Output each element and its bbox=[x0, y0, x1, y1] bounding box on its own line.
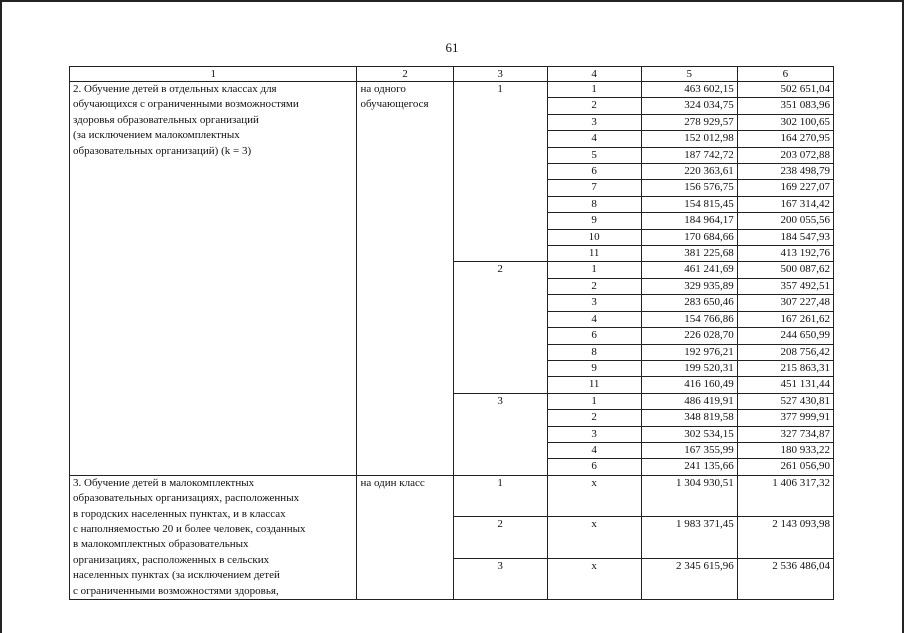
value-col5-cell: 152 012,98 bbox=[641, 131, 737, 147]
value-col6-cell: 413 192,76 bbox=[737, 246, 833, 262]
value-col6-cell: 167 314,42 bbox=[737, 196, 833, 212]
group-number-cell: 3 bbox=[453, 558, 547, 599]
header-cell: 6 bbox=[737, 67, 833, 82]
value-col6-cell: 180 933,22 bbox=[737, 442, 833, 458]
header-cell: 1 bbox=[70, 67, 357, 82]
class-number-cell: 5 bbox=[547, 147, 641, 163]
class-number-cell: 11 bbox=[547, 377, 641, 393]
class-number-cell: х bbox=[547, 558, 641, 599]
class-number-cell: 10 bbox=[547, 229, 641, 245]
value-col6-cell: 527 430,81 bbox=[737, 393, 833, 409]
class-number-cell: 9 bbox=[547, 360, 641, 376]
value-col6-cell: 261 056,90 bbox=[737, 459, 833, 475]
value-col6-cell: 357 492,51 bbox=[737, 278, 833, 294]
value-col5-cell: 1 304 930,51 bbox=[641, 475, 737, 516]
value-col6-cell: 215 863,31 bbox=[737, 360, 833, 376]
value-col6-cell: 377 999,91 bbox=[737, 410, 833, 426]
class-number-cell: 2 bbox=[547, 410, 641, 426]
value-col5-cell: 192 976,21 bbox=[641, 344, 737, 360]
table-row bbox=[70, 475, 834, 516]
value-col5-cell: 416 160,49 bbox=[641, 377, 737, 393]
value-col5-cell: 348 819,58 bbox=[641, 410, 737, 426]
class-number-cell: 1 bbox=[547, 393, 641, 409]
group-number-cell: 1 bbox=[453, 475, 547, 516]
class-number-cell: х bbox=[547, 475, 641, 516]
value-col5-cell: 154 815,45 bbox=[641, 196, 737, 212]
section-unit: на одного обучающегося bbox=[357, 82, 453, 476]
value-col5-cell: 463 602,15 bbox=[641, 82, 737, 98]
value-col5-cell: 302 534,15 bbox=[641, 426, 737, 442]
value-col5-cell: 1 983 371,45 bbox=[641, 517, 737, 558]
value-col6-cell: 167 261,62 bbox=[737, 311, 833, 327]
value-col5-cell: 156 576,75 bbox=[641, 180, 737, 196]
class-number-cell: 6 bbox=[547, 328, 641, 344]
value-col5-cell: 184 964,17 bbox=[641, 213, 737, 229]
cost-table bbox=[69, 66, 834, 600]
value-col6-cell: 302 100,65 bbox=[737, 114, 833, 130]
class-number-cell: 3 bbox=[547, 295, 641, 311]
scan-border-left bbox=[0, 0, 2, 633]
value-col6-cell: 451 131,44 bbox=[737, 377, 833, 393]
value-col6-cell: 184 547,93 bbox=[737, 229, 833, 245]
header-cell: 5 bbox=[641, 67, 737, 82]
value-col5-cell: 283 650,46 bbox=[641, 295, 737, 311]
class-number-cell: х bbox=[547, 517, 641, 558]
group-number-cell: 3 bbox=[453, 393, 547, 475]
value-col6-cell: 203 072,88 bbox=[737, 147, 833, 163]
header-cell: 2 bbox=[357, 67, 453, 82]
value-col6-cell: 2 143 093,98 bbox=[737, 517, 833, 558]
header-cell: 3 bbox=[453, 67, 547, 82]
group-number-cell: 2 bbox=[453, 262, 547, 393]
value-col5-cell: 241 135,66 bbox=[641, 459, 737, 475]
class-number-cell: 4 bbox=[547, 311, 641, 327]
class-number-cell: 8 bbox=[547, 344, 641, 360]
value-col6-cell: 164 270,95 bbox=[737, 131, 833, 147]
value-col5-cell: 278 929,57 bbox=[641, 114, 737, 130]
value-col5-cell: 199 520,31 bbox=[641, 360, 737, 376]
class-number-cell: 3 bbox=[547, 426, 641, 442]
value-col5-cell: 220 363,61 bbox=[641, 164, 737, 180]
value-col5-cell: 226 028,70 bbox=[641, 328, 737, 344]
class-number-cell: 4 bbox=[547, 131, 641, 147]
scan-border-top bbox=[0, 0, 904, 2]
class-number-cell: 6 bbox=[547, 164, 641, 180]
value-col5-cell: 381 225,68 bbox=[641, 246, 737, 262]
value-col5-cell: 154 766,86 bbox=[641, 311, 737, 327]
value-col6-cell: 169 227,07 bbox=[737, 180, 833, 196]
value-col6-cell: 200 055,56 bbox=[737, 213, 833, 229]
value-col6-cell: 351 083,96 bbox=[737, 98, 833, 114]
group-number-cell: 1 bbox=[453, 82, 547, 262]
table-row bbox=[70, 82, 834, 98]
class-number-cell: 11 bbox=[547, 246, 641, 262]
class-number-cell: 3 bbox=[547, 114, 641, 130]
value-col5-cell: 167 355,99 bbox=[641, 442, 737, 458]
section-description: 2. Обучение детей в отдельных классах для обучающихся с ограниченными возможностями здоровья образовательных организаций (за исключением малокомплектных образовательных организаций) (k = 3) bbox=[70, 82, 357, 476]
class-number-cell: 7 bbox=[547, 180, 641, 196]
value-col6-cell: 307 227,48 bbox=[737, 295, 833, 311]
class-number-cell: 2 bbox=[547, 278, 641, 294]
table-header-row bbox=[70, 67, 834, 82]
value-col5-cell: 2 345 615,96 bbox=[641, 558, 737, 599]
value-col5-cell: 324 034,75 bbox=[641, 98, 737, 114]
value-col6-cell: 327 734,87 bbox=[737, 426, 833, 442]
class-number-cell: 1 bbox=[547, 82, 641, 98]
class-number-cell: 1 bbox=[547, 262, 641, 278]
section-description: 3. Обучение детей в малокомплектных образовательных организациях, расположенных в городских населенных пунктах, и в классах с наполняемостью 20 и более человек, созданных в малокомплектных образовательных организациях, расположенных в сельских населенных пунктах (за исключением детей с ограниченными возможностями здоровья, bbox=[70, 475, 357, 599]
class-number-cell: 6 bbox=[547, 459, 641, 475]
value-col5-cell: 486 419,91 bbox=[641, 393, 737, 409]
class-number-cell: 8 bbox=[547, 196, 641, 212]
header-cell: 4 bbox=[547, 67, 641, 82]
value-col6-cell: 238 498,79 bbox=[737, 164, 833, 180]
value-col6-cell: 2 536 486,04 bbox=[737, 558, 833, 599]
value-col5-cell: 461 241,69 bbox=[641, 262, 737, 278]
value-col6-cell: 208 756,42 bbox=[737, 344, 833, 360]
value-col5-cell: 329 935,89 bbox=[641, 278, 737, 294]
class-number-cell: 4 bbox=[547, 442, 641, 458]
value-col5-cell: 170 684,66 bbox=[641, 229, 737, 245]
class-number-cell: 9 bbox=[547, 213, 641, 229]
group-number-cell: 2 bbox=[453, 517, 547, 558]
page-number: 61 bbox=[445, 40, 459, 55]
value-col6-cell: 500 087,62 bbox=[737, 262, 833, 278]
value-col6-cell: 502 651,04 bbox=[737, 82, 833, 98]
value-col5-cell: 187 742,72 bbox=[641, 147, 737, 163]
class-number-cell: 2 bbox=[547, 98, 641, 114]
value-col6-cell: 1 406 317,32 bbox=[737, 475, 833, 516]
value-col6-cell: 244 650,99 bbox=[737, 328, 833, 344]
section-unit: на один класс bbox=[357, 475, 453, 599]
